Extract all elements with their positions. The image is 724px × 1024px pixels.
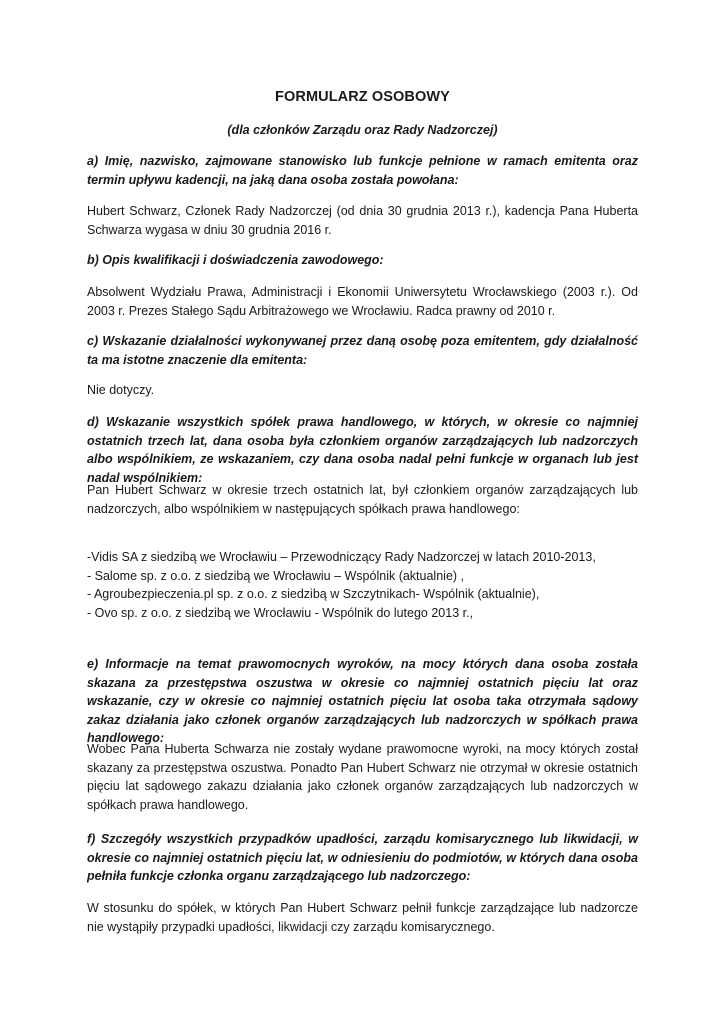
section-d-body: Pan Hubert Schwarz w okresie trzech ostatnich lat, był członkiem organów zarządzających lub nadzorczych, albo wspólnikiem w następujących spółkach prawa handlowego: bbox=[87, 483, 638, 516]
page-title: FORMULARZ OSOBOWY bbox=[275, 89, 450, 105]
section-e-heading: e) Informacje na temat prawomocnych wyroków, na mocy których dana osoba została skazana za przestępstwa oszustwa w okresie co najmniej ostatnich pięciu lat oraz wskazanie, czy w okresie co najmniej ostatnich pięciu lat osoba taka otrzymała sądowy zakaz działania jako członek organów zarządzających lub nadzorczych w spółkach prawa handlowego: bbox=[87, 657, 638, 745]
section-c-body: Nie dotyczy. bbox=[87, 383, 155, 397]
list-item: -Vidis SA z siedzibą we Wrocławiu – Przewodniczący Rady Nadzorczej w latach 2010-2013, bbox=[87, 550, 596, 564]
section-d-company-list bbox=[87, 548, 638, 622]
section-e-body: Wobec Pana Huberta Schwarza nie zostały wydane prawomocne wyroki, na mocy których został skazany za przestępstwa oszustwa. Ponadto Pan Hubert Schwarz nie otrzymał w okresie ostatnich pięciu lat sądowego zakazu działania jako członek organów zarządzających lub nadzorczych w spółkach prawa handlowego. bbox=[87, 742, 638, 812]
section-a-heading: a) Imię, nazwisko, zajmowane stanowisko lub funkcje pełnione w ramach emitenta oraz termin upływu kadencji, na jaką dana osoba została powołana: bbox=[87, 154, 638, 187]
section-b-body: Absolwent Wydziału Prawa, Administracji i Ekonomii Uniwersytetu Wrocławskiego (2003 r.). Od 2003 r. Prezes Stałego Sądu Arbitrażowego we Wrocławiu. Radca prawny od 2010 r. bbox=[87, 285, 638, 318]
section-a-body: Hubert Schwarz, Członek Rady Nadzorczej (od dnia 30 grudnia 2013 r.), kadencja Pana Huberta Schwarza wygasa w dniu 30 grudnia 2016 r. bbox=[87, 204, 638, 237]
list-item: - Agroubezpieczenia.pl sp. z o.o. z siedzibą w Szczytnikach- Wspólnik (aktualnie), bbox=[87, 587, 540, 601]
section-f-body: W stosunku do spółek, w których Pan Hubert Schwarz pełnił funkcje zarządzające lub nadzorcze nie wystąpiły przypadki upadłości, likwidacji czy zarządu komisarycznego. bbox=[87, 901, 638, 934]
section-b-heading: b) Opis kwalifikacji i doświadczenia zawodowego: bbox=[87, 253, 384, 267]
list-item: - Salome sp. z o.o. z siedzibą we Wrocławiu – Wspólnik (aktualnie) , bbox=[87, 568, 465, 583]
section-d-heading: d) Wskazanie wszystkich spółek prawa handlowego, w których, w okresie co najmniej ostatnich trzech lat, dana osoba była członkiem organów zarządzających lub nadzorczych albo wspólnikiem, ze wskazaniem, czy dana osoba nadal pełni funkcje w organach lub jest nadal wspólnikiem: bbox=[87, 415, 638, 485]
section-c-heading: c) Wskazanie działalności wykonywanej przez daną osobę poza emitentem, gdy działalność ta ma istotne znaczenie dla emitenta: bbox=[87, 334, 638, 367]
page-subtitle: (dla członków Zarządu oraz Rady Nadzorczej) bbox=[227, 123, 498, 137]
list-item: - Ovo sp. z o.o. z siedzibą we Wrocławiu - Wspólnik do lutego 2013 r., bbox=[87, 605, 474, 620]
section-f-heading: f) Szczegóły wszystkich przypadków upadłości, zarządu komisarycznego lub likwidacji, w okresie co najmniej ostatnich pięciu lat, w odniesieniu do podmiotów, w których dana osoba pełniła funkcje członka organu zarządzającego lub nadzorczego: bbox=[87, 832, 638, 883]
